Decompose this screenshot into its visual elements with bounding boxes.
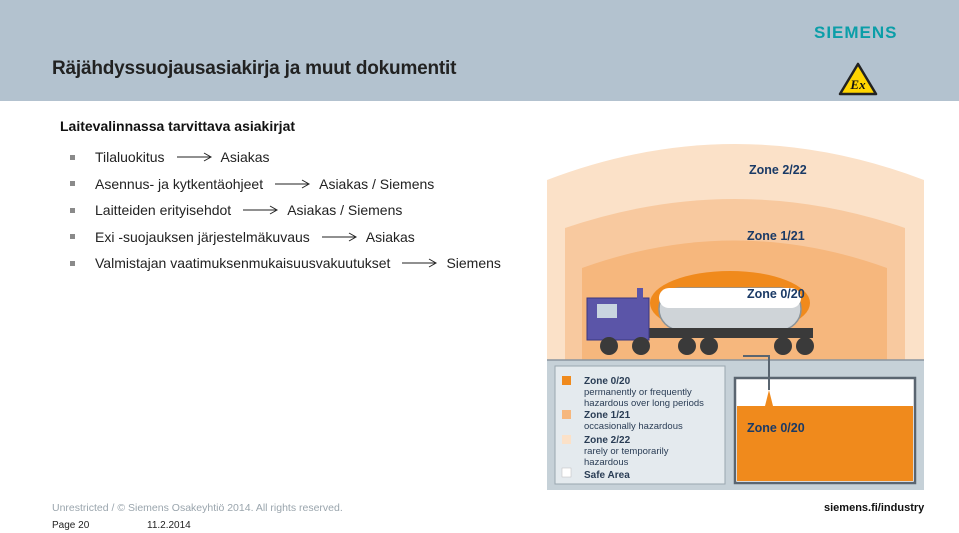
item-target: Asiakas / Siemens (287, 202, 403, 219)
copyright-text: Unrestricted / © Siemens Osakeyhtiö 2014. All rights reserved. (52, 502, 343, 514)
legend-zone2-title: Zone 2/22 (584, 435, 631, 446)
item-target: Asiakas (220, 149, 270, 166)
wheel (678, 337, 696, 355)
arrow-right-icon (275, 179, 311, 189)
zone-2-label: Zone 2/22 (749, 163, 807, 177)
legend-zone2-desc1: rarely or temporarily (584, 446, 669, 457)
wheel (600, 337, 618, 355)
bullet-icon (70, 208, 75, 213)
zone-1-label: Zone 1/21 (747, 229, 805, 243)
legend-zone2-desc2: hazardous (584, 457, 629, 468)
item-target: Asiakas (365, 228, 415, 245)
item-label: Exi -suojauksen järjestelmäkuvaus (95, 228, 310, 245)
list-item (70, 197, 501, 224)
bullet-icon (70, 261, 75, 266)
section-subtitle: Laitevalinnassa tarvittava asiakirjat (60, 118, 296, 134)
date-text: 11.2.2014 (147, 520, 191, 531)
list-item (70, 171, 501, 198)
wheel (796, 337, 814, 355)
legend-safe-title: Safe Area (584, 470, 630, 481)
zone-0-tank-label: Zone 0/20 (747, 421, 805, 435)
document-list (70, 144, 501, 277)
arrow-right-icon (243, 205, 279, 215)
ex-hazard-icon (838, 62, 878, 98)
legend-zone0-desc2: hazardous over long periods (584, 398, 704, 409)
legend-zone0-desc1: permanently or frequently (584, 387, 692, 398)
legend-swatch-safe (562, 468, 571, 477)
website-link[interactable]: siemens.fi/industry (824, 502, 925, 514)
arrow-right-icon (177, 152, 213, 162)
legend-swatch-zone2 (562, 435, 571, 444)
item-target: Siemens (446, 255, 501, 272)
wheel (774, 337, 792, 355)
bullet-icon (70, 234, 75, 239)
trailer-chassis (649, 328, 813, 338)
header-bar (0, 0, 959, 101)
item-label: Laitteiden erityisehdot (95, 202, 232, 219)
legend-zone1-desc1: occasionally hazardous (584, 421, 683, 432)
legend-swatch-zone0 (562, 376, 571, 385)
zone-0-truck-label: Zone 0/20 (747, 287, 805, 301)
truck-window (597, 304, 617, 318)
item-label: Asennus- ja kytkentäohjeet (95, 175, 264, 192)
item-label: Tilaluokitus (95, 149, 165, 166)
wheel (700, 337, 718, 355)
legend-swatch-zone1 (562, 410, 571, 419)
list-item (70, 250, 501, 277)
item-target: Asiakas / Siemens (319, 175, 435, 192)
legend-zone0-title: Zone 0/20 (584, 376, 631, 387)
svg-text:Ex: Ex (850, 77, 866, 92)
list-item (70, 224, 501, 251)
siemens-logo: SIEMENS (814, 23, 898, 42)
hazard-zone-diagram (547, 128, 924, 490)
arrow-right-icon (322, 232, 358, 242)
list-item (70, 144, 501, 171)
bullet-icon (70, 155, 75, 160)
truck-exhaust (637, 288, 643, 332)
legend-zone1-title: Zone 1/21 (584, 410, 631, 421)
page-number: Page 20 (52, 520, 90, 531)
item-label: Valmistajan vaatimuksenmukaisuusvakuutukset (95, 255, 391, 272)
bullet-icon (70, 181, 75, 186)
page-title: Räjähdyssuojausasiakirja ja muut dokumentit (52, 58, 457, 79)
arrow-right-icon (402, 258, 438, 268)
wheel (632, 337, 650, 355)
